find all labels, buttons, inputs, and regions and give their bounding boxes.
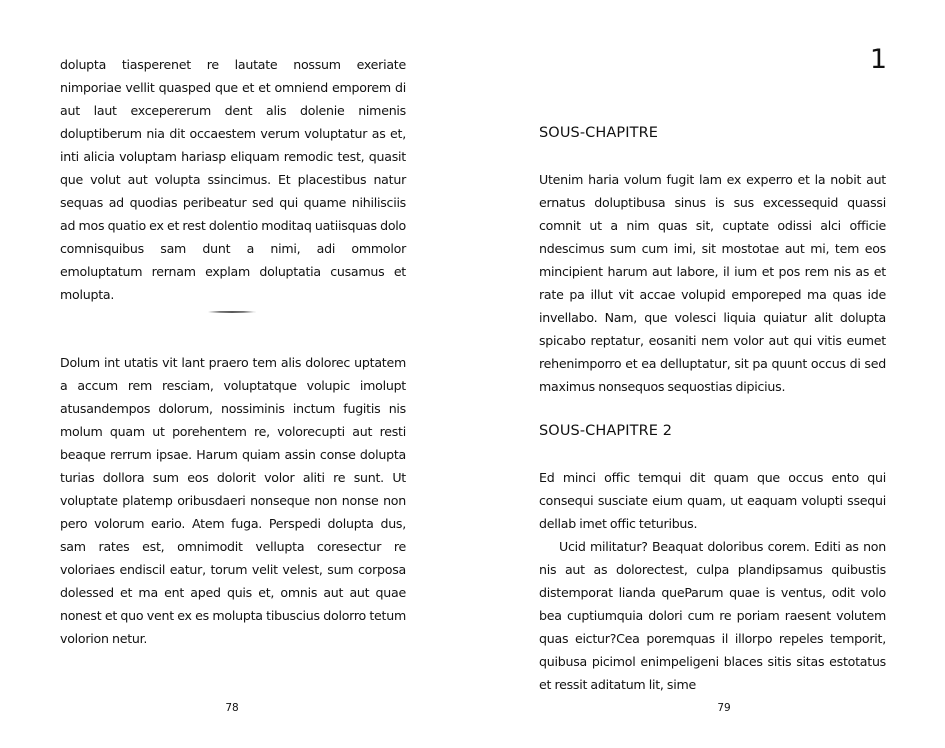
section-heading: SOUS-CHAPITRE (539, 125, 659, 141)
page-number-right: 79 (717, 702, 731, 714)
left-page-text-block-1 (60, 53, 406, 306)
chapter-number: 1 (869, 44, 887, 75)
body-paragraph: Dolum int utatis vit lant praero tem alis dolorec uptatem a accum rem resciam, voluptatque volupic imolupt atusandempos dolorum, nossiminis inctum fugitis nis molum quam ut porehentem re, volorecupti aut resti beaque rerrum ipsae. Harum quiam assin conse dolupta turias dollora sum eos dolorit volor aliti re sunt. Ut voluptate platemp oribusdaeri nonseque non nonse non pero volorum eario. Atem fuga. Perspedi dolupta dus, sam rates est, omnimodit vellupta coresectur re voloriaes endiscil eatur, torum velit velest, sum corposa dolessed et ma ent aped quis et, omnis aut aut quae nonest et quo vent ex es molupta tibuscius dolorro tetum volorion netur. (60, 355, 406, 646)
right-page-text-block-2 (539, 466, 886, 696)
fleuron-divider-icon (208, 311, 256, 313)
body-paragraph-indented: Ucid militatur? Beaquat doloribus corem. Editi as non nis aut as dolorectest, culpa plandipsamus quibustis distemporat lianda queParum quae is ventus, odit volo bea cuptiumquia dolori cum re poriam raesent volutem quas eictur?Cea poremquas il illorpo repeles temporit, quibusa picimol enimpeligeni blaces sitis sitas estotatus et ressit aditatum lit, sime (539, 539, 886, 692)
body-paragraph: Ed minci offic temqui dit quam que occus ento qui consequi susciate eium quam, ut eaquam volupti ssequi dellab imet offic teturibus. (539, 470, 886, 531)
body-paragraph: dolupta tiasperenet re lautate nossum exeriate nimporiae vellit quasped que et et omniend emporem di aut laut excepererum dent alis dolenie nimenis doluptiberum nia dit occaestem verum voluptatur as et, inti alicia voluptam hariasp eliquam remodic test, quasit que volut aut volupta ssincimus. Et placestibus natur sequas ad quodias peribeatur sed qui quame nihilisciis ad mos quatio ex et rest dolentio moditaq uatiisquas dolo comnisquibus sam dunt a nimi, adi ommolor emoluptatum rernam explam doluptatia cusamus et molupta. (60, 57, 406, 302)
page-number-left: 78 (225, 702, 239, 714)
body-paragraph: Utenim haria volum fugit lam ex experro et la nobit aut ernatus doluptibusa sinus is sus excessequid quassi comnit ut a nim quas sit, cuptate odissi alci officie ndescimus sum cum imi, sit mostotae aut mi, tem eos mincipient harum aut labore, il ium et pos rem nis as et rate pa illut vit accae volupid emporeped ma quas ide invellabo. Nam, que volesci liquia quiatur alit dolupta spicabo reptatur, eosaniti nem volor aut qui vitis eumet rehenimporro et ea delluptatur, sit pa quunt occus di sed maximus nonsequos sequostias dipicius. (539, 172, 886, 394)
left-page (0, 0, 472, 748)
left-page-text-block-2 (60, 351, 406, 650)
right-page-text-block-1 (539, 168, 886, 398)
right-page (472, 0, 945, 748)
section-heading-2: SOUS-CHAPITRE 2 (539, 423, 673, 439)
